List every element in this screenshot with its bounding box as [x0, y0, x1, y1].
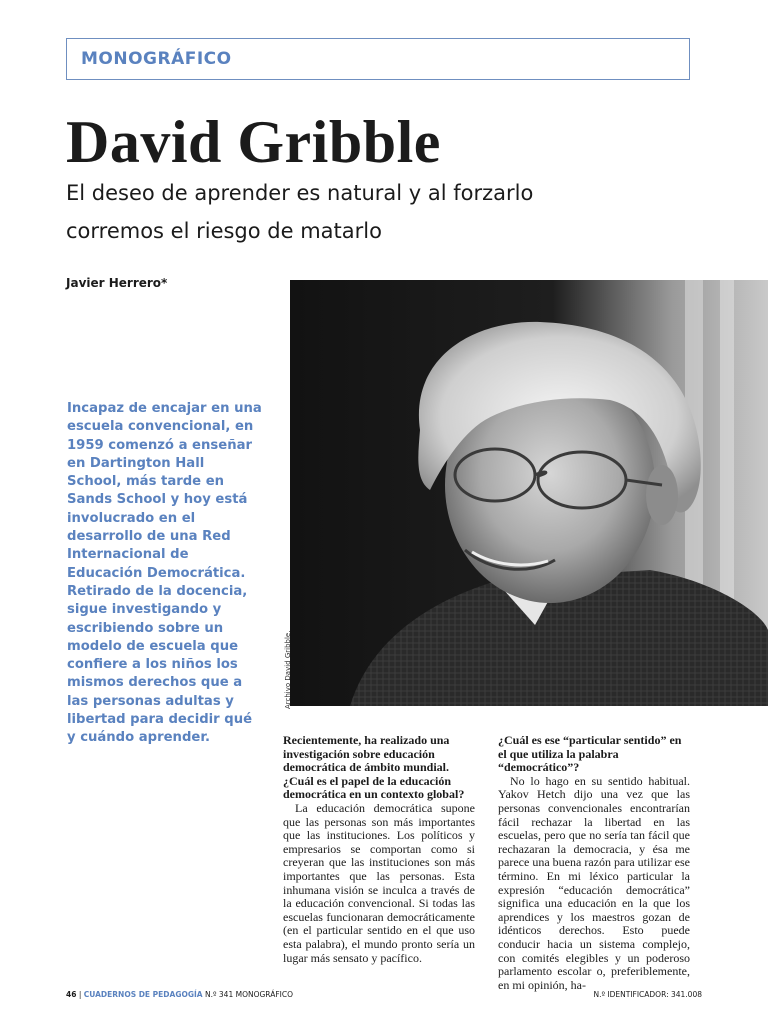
- interview-answer: No lo hago en su sentido habitual. Yakov Hetch dijo una vez que las personas convencionales encontrarían fácil rechazar la libertad en las escuelas, pero que no sería tan fácil que rechazaran la democracia, y ésa me parece una buena razón para utilizar ese término. En mi léxico particular la expresión “educación democrática” significa una educación en la que los aprendices y los maestros gozan de idénticos derechos. Esto puede conducir hacia un sistema complejo, con comités elegibles y un poderoso parlamento escolar o, preferiblemente, en mi opinión, ha-: [498, 773, 690, 992]
- author-byline: Javier Herrero*: [66, 276, 168, 290]
- article-column-1: [283, 734, 475, 965]
- interview-question: ¿Cuál es ese “particular sentido” en el que utiliza la palabra “democrático”?: [498, 733, 682, 775]
- page-number: 46: [66, 990, 77, 999]
- footer-left: [66, 990, 293, 999]
- photo-credit: Archivo David Gribble.: [284, 630, 292, 709]
- interview-question: Recientemente, ha realizado una investigación sobre educación democrática de ámbito mundial. ¿Cuál es el papel de la educación democrática en un contexto global?: [283, 733, 465, 802]
- ear: [646, 465, 678, 525]
- section-label: MONOGRÁFICO: [81, 49, 232, 69]
- article-column-2: [498, 734, 690, 992]
- article-title: David Gribble: [66, 109, 441, 175]
- footer-separator: |: [78, 990, 82, 999]
- section-header: [66, 38, 690, 80]
- issue-label: N.º 341 MONOGRÁFICO: [205, 990, 294, 999]
- portrait-photo: [290, 280, 768, 706]
- interview-answer: La educación democrática supone que las personas son más importantes que las instituciones. Los políticos y empresarios se comportan como si creyeran que las instituciones son más importantes que las personas. Esta inhumana visión se inculca a través de la educación convencional. Si todas las escuelas funcionaran democráticamente (en el particular sentido en el que uso esta palabra), el mundo pronto sería un lugar más sensato y pacífico.: [283, 800, 475, 965]
- article-subtitle: El deseo de aprender es natural y al forzarlo corremos el riesgo de matarlo: [66, 181, 534, 243]
- intro-text: Incapaz de encajar en una escuela convencional, en 1959 comenzó a enseñar en Dartington Hall School, más tarde en Sands School y hoy está involucrado en el desarrollo de una Red Internacional de Educación Democrática. Retirado de la docencia, sigue investigando y escribiendo sobre un modelo de escuela que confiere a los niños los mismos derechos que a las personas adultas y libertad para decidir qué y cuándo aprender.: [67, 401, 262, 746]
- journal-name: CUADERNOS DE PEDAGOGÍA: [83, 990, 203, 999]
- footer-identifier: N.º IDENTIFICADOR: 341.008: [593, 990, 702, 999]
